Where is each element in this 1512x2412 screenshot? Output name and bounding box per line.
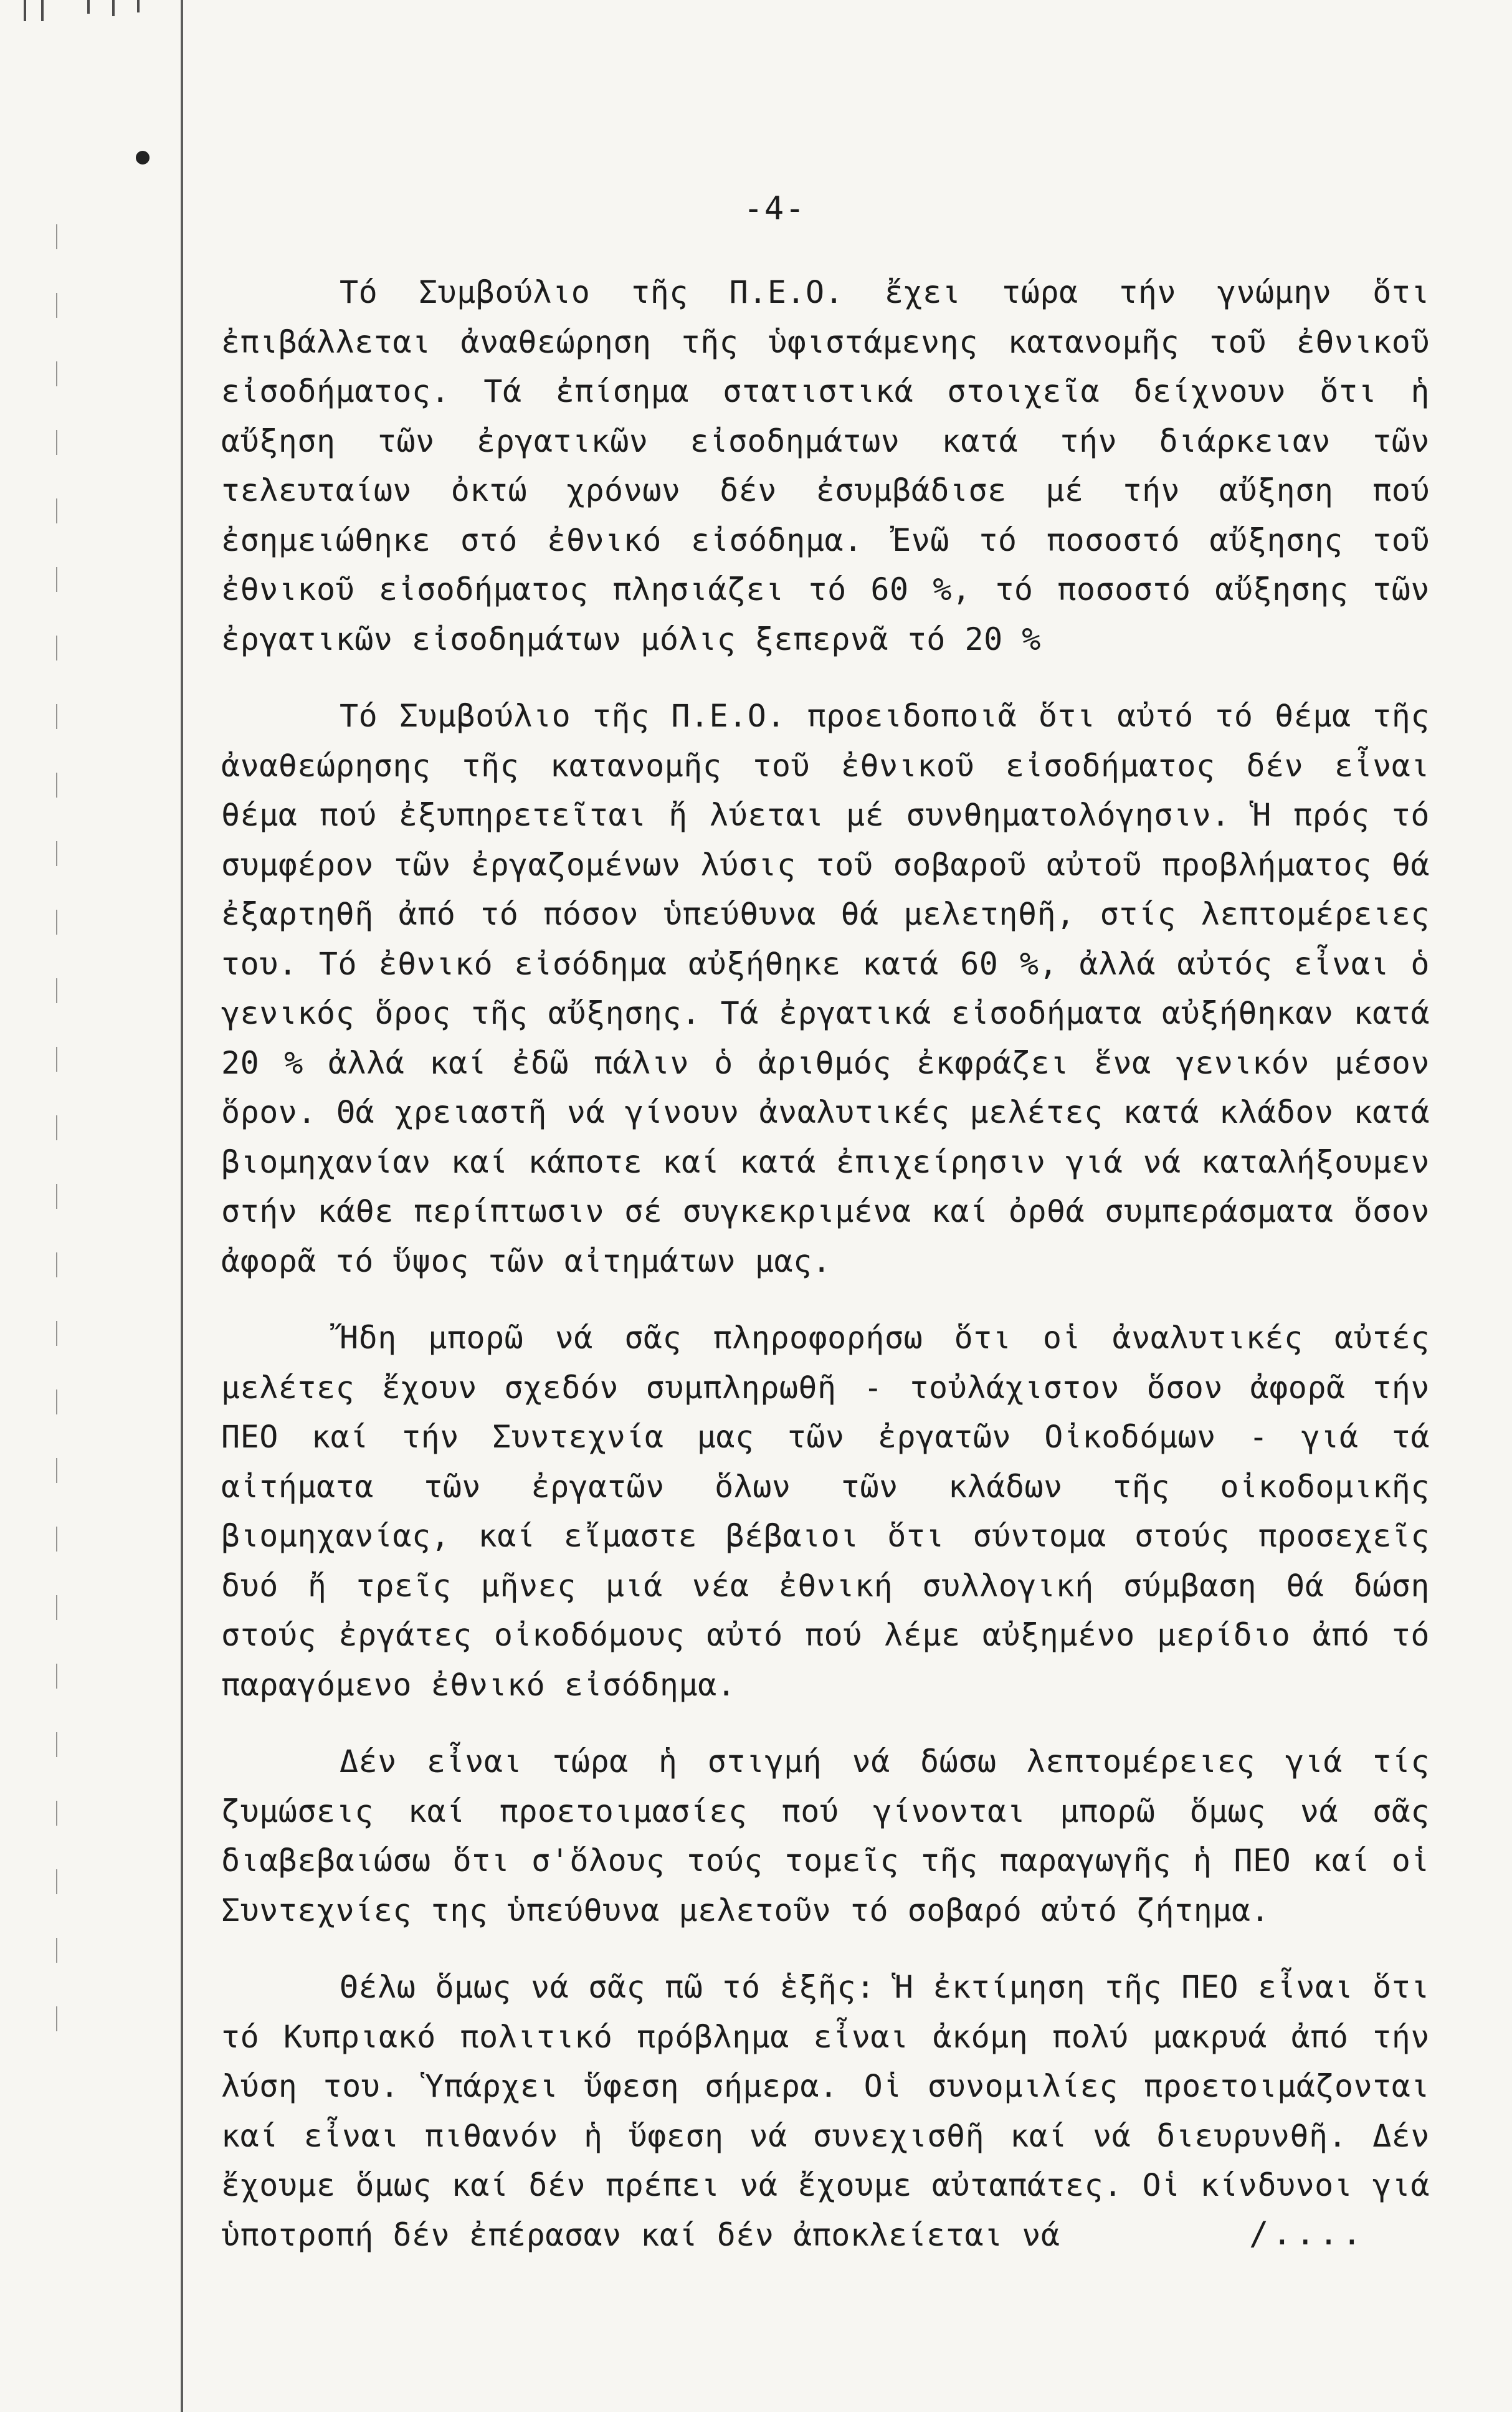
left-margin-dashes bbox=[56, 224, 57, 2031]
paragraph-5: Θέλω ὅμως νά σᾶς πῶ τό ἑξῆς: Ἡ ἐκτίμηση τῆς ΠΕΟ εἶναι ὅτι τό Κυπριακό πολιτικό πρόβλημα εἶναι ἀκόμη πολύ μακρυά ἀπό τήν λύση του. Ὑπάρχει ὕφεση σήμερα. Οἱ συνομιλίες προετοιμάζονται καί εἶναι πιθανόν ἡ ὕφεση νά συνεχισθῆ καί νά διευρυνθῆ. Δέν ἔχουμε ὅμως καί δέν πρέπει νά ἔχουμε αὐταπάτες. Οἱ κίνδυνοι γιά ὑποτροπή δέν ἐπέρασαν καί δέν ἀποκλείεται νά bbox=[221, 1969, 1430, 2253]
continuation-mark: /.... bbox=[1249, 2215, 1366, 2252]
punch-hole-dot bbox=[136, 151, 150, 164]
paragraph-1: Τό Συμβούλιο τῆς Π.Ε.Ο. ἔχει τώρα τήν γνώμην ὅτι ἐπιβάλλεται ἀναθεώρηση τῆς ὑφιστάμενης κατανομῆς τοῦ ἐθνικοῦ εἰσοδήματος. Τά ἐπίσημα στατιστικά στοιχεῖα δείχνουν ὅτι ἡ αὔξηση τῶν ἐργατικῶν εἰσοδημάτων κατά τήν διάρκειαν τῶν τελευταίων ὀκτώ χρόνων δέν ἐσυμβάδισε μέ τήν αὔξηση πού ἐσημειώθηκε στό ἐθνικό εἰσόδημα. Ἐνῶ τό ποσοστό αὔξησης τοῦ ἐθνικοῦ εἰσοδήματος πλησιάζει τό 60 %, τό ποσοστό αὔξησης τῶν ἐργατικῶν εἰσοδημάτων μόλις ξεπερνᾶ τό 20 % bbox=[221, 274, 1430, 657]
page-number: -4- bbox=[743, 190, 806, 227]
paragraph-3: Ἤδη μπορῶ νά σᾶς πληροφορήσω ὅτι οἱ ἀναλυτικές αὐτές μελέτες ἔχουν σχεδόν συμπληρωθῆ - τοὐλάχιστον ὅσον ἀφορᾶ τήν ΠΕΟ καί τήν Συντεχνία μας τῶν ἐργατῶν Οἰκοδόμων - γιά τά αἰτήματα τῶν ἐργατῶν ὅλων τῶν κλάδων τῆς οἰκοδομικῆς βιομηχανίας, καί εἴμαστε βέβαιοι ὅτι σύντομα στούς προσεχεῖς δυό ἤ τρεῖς μῆνες μιά νέα ἐθνική συλλογική σύμβαση θά δώση στούς ἐργάτες οἰκοδόμους αὐτό πού λέμε αὐξημένο μερίδιο ἀπό τό παραγόμενο ἐθνικό εἰσόδημα. bbox=[221, 1320, 1430, 1703]
left-margin-rule bbox=[181, 0, 183, 2412]
paragraph-4: Δέν εἶναι τώρα ἡ στιγμή νά δώσω λεπτομέρειες γιά τίς ζυμώσεις καί προετοιμασίες πού γίνονται μπορῶ ὅμως νά σᾶς διαβεβαιώσω ὅτι σ'ὅλους τούς τομεῖς τῆς παραγωγῆς ἡ ΠΕΟ καί οἱ Συντεχνίες της ὑπεύθυνα μελετοῦν τό σοβαρό αὐτό ζήτημα. bbox=[221, 1743, 1430, 1928]
paragraph-2: Τό Συμβούλιο τῆς Π.Ε.Ο. προειδοποιᾶ ὅτι αὐτό τό θέμα τῆς ἀναθεώρησης τῆς κατανομῆς τοῦ ἐθνικοῦ εἰσοδήματος δέν εἶναι θέμα πού ἐξυπηρετεῖται ἤ λύεται μέ συνθηματολόγησιν. Ἡ πρός τό συμφέρον τῶν ἐργαζομένων λύσις τοῦ σοβαροῦ αὐτοῦ προβλήματος θά ἐξαρτηθῆ ἀπό τό πόσον ὑπεύθυνα θά μελετηθῆ, στίς λεπτομέρειες του. Τό ἐθνικό εἰσόδημα αὐξήθηκε κατά 60 %, ἀλλά αὐτός εἶναι ὁ γενικός ὅρος τῆς αὔξησης. Τά ἐργατικά εἰσοδήματα αὐξήθηκαν κατά 20 % ἀλλά καί ἐδῶ πάλιν ὁ ἀριθμός ἐκφράζει ἕνα γενικόν μέσον ὅρον. Θά χρειαστῆ νά γίνουν ἀναλυτικές μελέτες κατά κλάδον κατά βιομηχανίαν καί κάποτε καί κατά ἐπιχείρησιν γιά νά καταλήξουμεν στήν κάθε περίπτωσιν σέ συγκεκριμένα καί ὀρθά συμπεράσματα ὅσον ἀφορᾶ τό ὕψος τῶν αἰτημάτων μας. bbox=[221, 698, 1430, 1279]
margin-marks bbox=[12, 0, 174, 25]
document-body bbox=[221, 268, 1430, 2287]
